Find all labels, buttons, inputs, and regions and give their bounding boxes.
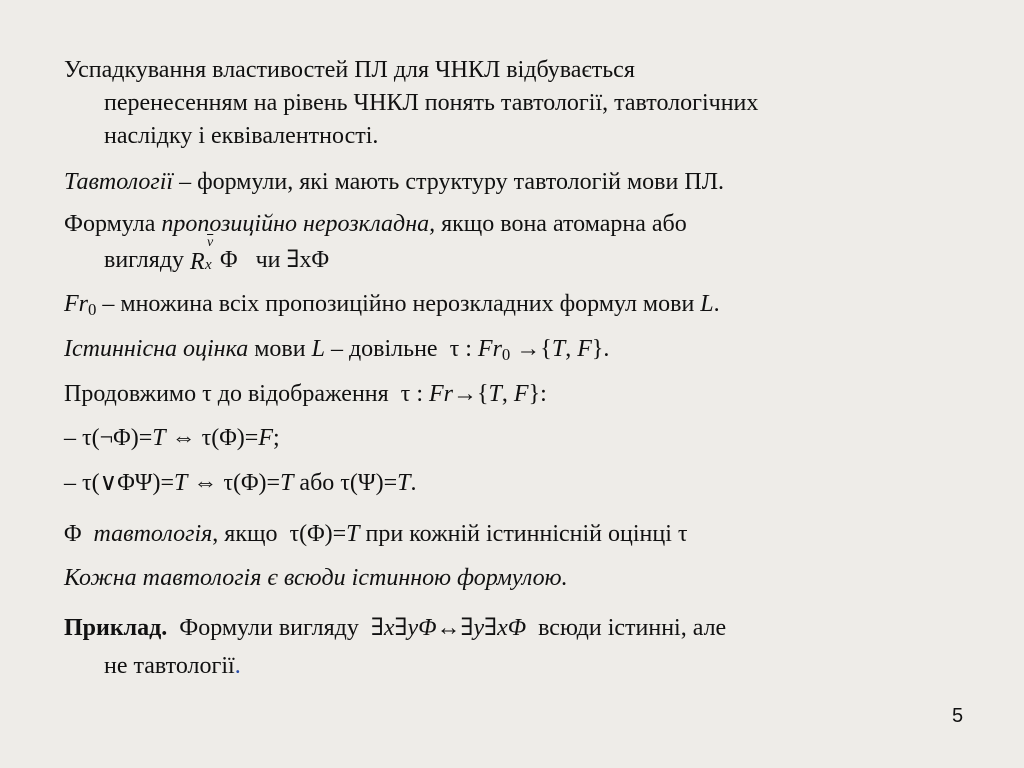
indecomposable-definition-line2: вигляду R x $\overline{v}$ Φ чи ∃xΦ [104, 235, 330, 275]
truth-assignment-definition: Істиннісна оцінка мови L – довільне τ : $Fr_0 \to\{T$, F}. [64, 336, 610, 365]
tautologies-definition: Тавтології – формули, які мають структуру тавтологій мови ПЛ. [64, 169, 724, 195]
rule-negation: – τ(¬Φ)=T ⇔ τ(Φ)=F; [64, 425, 280, 451]
r-formula: R x $\overline{v}$ [190, 235, 214, 275]
fr0-definition: $Fr_0$ – множина всіх пропозиційно нерозкладних формул мови L. [64, 291, 720, 320]
example-line1: Приклад. Формули вигляду ∃x∃yΦ↔∃y∃xΦ всюди істинні, але [64, 615, 727, 641]
paragraph-inheritance-line1: Успадкування властивостей ПЛ для ЧНКЛ відбувається [64, 57, 635, 83]
paragraph-inheritance-line2: перенесенням на рівень ЧНКЛ понять тавтології, тавтологічних [104, 90, 759, 116]
page-number: 5 [952, 705, 964, 727]
tautology-statement: Кожна тавтологія є всюди істинною формулою. [64, 565, 568, 591]
indecomposable-definition-line1: Формула пропозиційно нерозкладна, якщо вона атомарна або [64, 211, 687, 237]
example-line2: не тавтології. [104, 653, 241, 679]
rule-disjunction: – τ(∨ΦΨ)=T ⇔ τ(Φ)=T або τ(Ψ)=T. [64, 470, 417, 496]
extension-statement: Продовжимо τ до відображення τ : Fr→{T, F}: [64, 381, 547, 407]
tautology-definition: Φ тавтологія, якщо τ(Φ)=T при кожній істиннісній оцінці τ [64, 521, 688, 547]
paragraph-inheritance-line3: наслідку і еквівалентності. [104, 123, 379, 149]
